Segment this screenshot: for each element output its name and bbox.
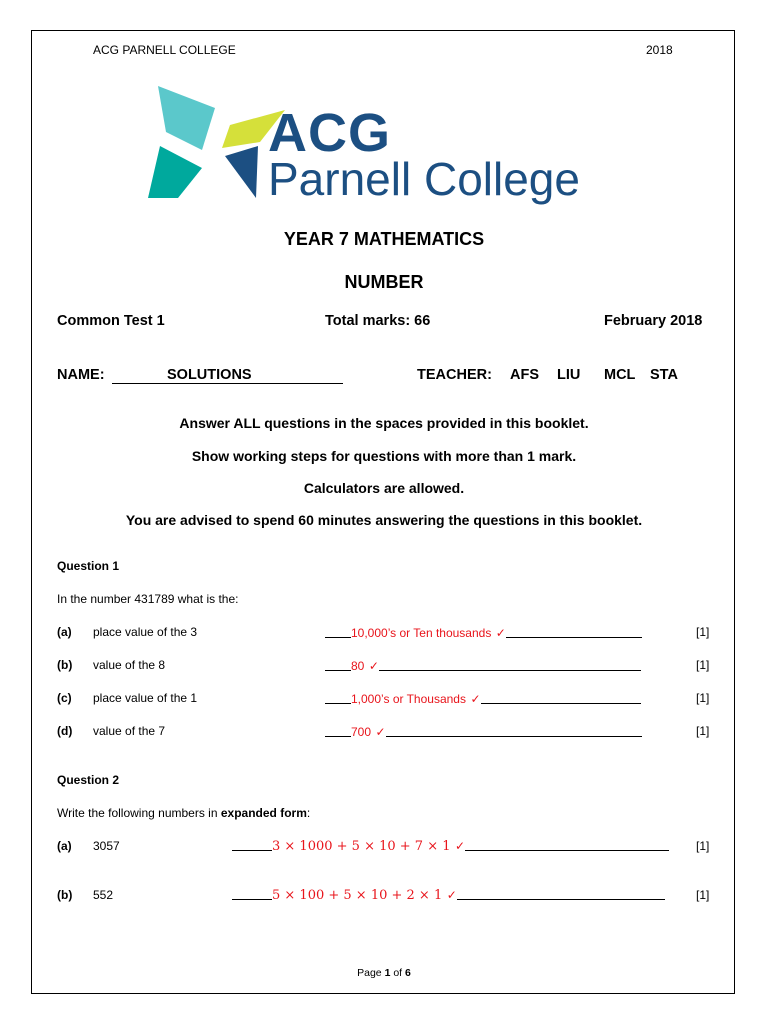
logo-shape-navy	[225, 146, 258, 198]
mark-value: [1]	[696, 839, 710, 853]
part-text: value of the 7	[93, 724, 166, 738]
part-text: value of the 8	[93, 658, 166, 672]
answer-text: 3 × 1000 + 5 × 10 + 7 × 1	[272, 839, 451, 854]
tick-icon: ✓	[375, 725, 386, 739]
tick-icon: ✓	[495, 626, 506, 640]
teacher-label: TEACHER:	[417, 367, 492, 383]
page-subtitle: NUMBER	[344, 272, 424, 292]
answer-line	[232, 837, 669, 855]
name-underline	[112, 383, 343, 384]
test-date: February 2018	[604, 313, 703, 329]
mark-value: [1]	[696, 658, 710, 672]
instruction-line: You are advised to spend 60 minutes answering the questions in this booklet.	[125, 512, 643, 528]
tick-icon: ✓	[368, 659, 379, 673]
teacher-code: STA	[650, 367, 678, 383]
part-letter: (a)	[57, 625, 72, 639]
question-2-heading: Question 2	[57, 773, 120, 787]
part-letter: (a)	[57, 839, 72, 853]
answer-line	[325, 723, 642, 741]
mark-value: [1]	[696, 691, 710, 705]
instruction-line: Answer ALL questions in the spaces provided in this booklet.	[179, 415, 589, 431]
mark-value: [1]	[696, 888, 710, 902]
instruction-line: Show working steps for questions with more than 1 mark.	[191, 448, 577, 464]
question-2-prompt: Write the following numbers in expanded form:	[57, 806, 311, 820]
total-marks: Total marks: 66	[325, 313, 431, 329]
answer-line	[232, 886, 665, 904]
page-title: YEAR 7 MATHEMATICS	[283, 229, 485, 249]
page-footer: Page 1 of 6	[357, 967, 411, 979]
teacher-code: MCL	[604, 367, 636, 383]
tick-icon: ✓	[454, 839, 466, 853]
part-letter: (c)	[57, 691, 72, 705]
logo-shape-cyan	[158, 86, 215, 150]
part-text: place value of the 1	[93, 691, 198, 705]
part-text: 552	[93, 888, 114, 902]
header-year: 2018	[646, 43, 673, 57]
name-value: SOLUTIONS	[167, 367, 252, 383]
answer-text: 700	[351, 725, 372, 739]
logo-shape-teal	[148, 146, 202, 198]
answer-text: 10,000’s or Ten thousands	[351, 626, 492, 640]
mark-value: [1]	[696, 724, 710, 738]
answer-text: 1,000’s or Thousands	[351, 692, 466, 706]
mark-value: [1]	[696, 625, 710, 639]
question-1-heading: Question 1	[57, 559, 120, 573]
tick-icon: ✓	[446, 888, 457, 902]
tick-icon: ✓	[470, 692, 481, 706]
logo-text-acg: ACG	[268, 103, 391, 163]
test-name: Common Test 1	[57, 313, 165, 329]
logo-text-college: Parnell College	[268, 153, 580, 205]
school-header: ACG PARNELL COLLEGE	[93, 43, 236, 57]
answer-line	[325, 657, 641, 675]
part-letter: (b)	[57, 658, 73, 672]
part-text: 3057	[93, 839, 120, 853]
instruction-line: Calculators are allowed.	[303, 480, 465, 496]
part-letter: (d)	[57, 724, 73, 738]
answer-text: 5 × 100 + 5 × 10 + 2 × 1	[272, 888, 443, 903]
teacher-code: AFS	[510, 367, 539, 383]
answer-text: 80	[351, 659, 365, 673]
part-text: place value of the 3	[93, 625, 198, 639]
teacher-code: LIU	[557, 367, 581, 383]
part-letter: (b)	[57, 888, 73, 902]
question-1-prompt: In the number 431789 what is the:	[57, 592, 239, 606]
name-label: NAME:	[57, 367, 105, 383]
answer-line	[325, 690, 641, 708]
answer-line	[325, 624, 642, 642]
